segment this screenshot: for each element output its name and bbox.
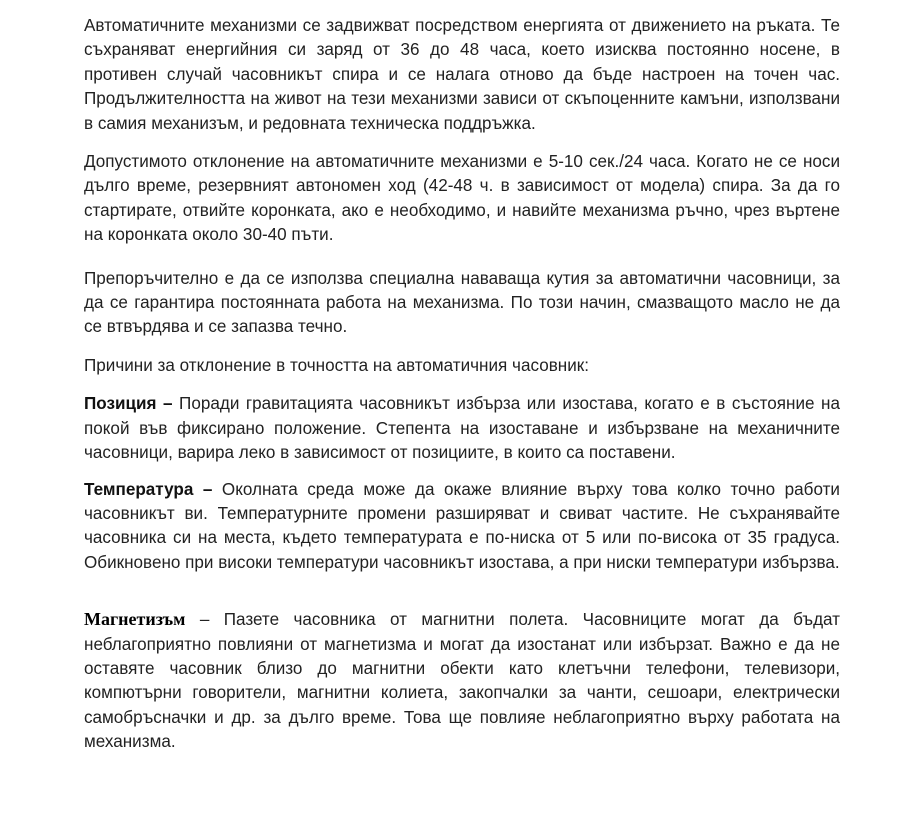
term-temperature: Температура (84, 479, 194, 499)
paragraph-winder-box: Препоръчително е да се използва специална нававаща кутия за автоматични часовници, за да се гарантира постоянната работа на механизма. По този начин, смазващото масло не да се втвърдява и се запазва течно. (84, 268, 840, 337)
paragraph-causes-heading: Причини за отклонение в точността на автоматичния часовник: (84, 355, 590, 375)
paragraph-magnetism (84, 607, 840, 754)
text-magnetism: – Пазете часовника от магнитни полета. Часовниците могат да бъдат неблагоприятно повлияни от магнетизма и могат да изостанат или избързат. Важно е да не оставяте часовник близо до магнитни обекти като клетъчни телефони, телевизори, компютърни говорители, магнитни колиета, закопчалки за чанти, сешоари, електрически самобръсначки и др. за дълго време. Това ще повлияе неблагоприятно върху работата на механизма. (84, 610, 840, 752)
paragraph-position (84, 392, 840, 465)
term-magnetism: Магнетизъм (84, 609, 186, 630)
text-temperature: Околната среда може да окаже влияние върху това колко точно работи часовникът ви. Температурните промени разширяват и свиват частите. Не съхранявайте часовника си на места, където температурата е по-ниска от 5 или по-висока от 35 градуса. Обикновено при високи температури часовникът изостава, а при ниски температури избързва. (84, 479, 840, 572)
paragraph-tolerance: Допустимото отклонение на автоматичните механизми е 5-10 сек./24 часа. Когато не се носи дълго време, резервният автономен ход (42-48 ч. в зависимост от модела) спира. За да го стартирате, отвийте коронката, ако е необходимо, и навийте механизма ръчно, чрез въртене на коронката около 30-40 пъти. (84, 152, 840, 245)
document-body (84, 14, 840, 755)
paragraph-automatic-mechanisms: Автоматичните механизми се задвижват посредством енергията от движението на ръката. Те съхраняват енергийния си заряд от 36 до 48 часа, което изисква постоянно носене, в противен случай часовникът спира и се налага отново да бъде настроен на точен час. Продължителността на живот на тези механизми зависи от скъпоценните камъни, използвани в самия механизъм, и редовната техническа поддръжка. (84, 16, 840, 133)
text-position: Поради гравитацията часовникът избърза или изостава, когато е в състояние на покой във фиксирано положение. Степента на изоставане и избързване на механичните часовници, варира леко в зависимост от позициите, в които са поставени. (84, 394, 840, 463)
term-temperature-dash: – (193, 479, 213, 499)
term-position: Позиция – (84, 394, 173, 414)
paragraph-temperature (84, 478, 840, 576)
